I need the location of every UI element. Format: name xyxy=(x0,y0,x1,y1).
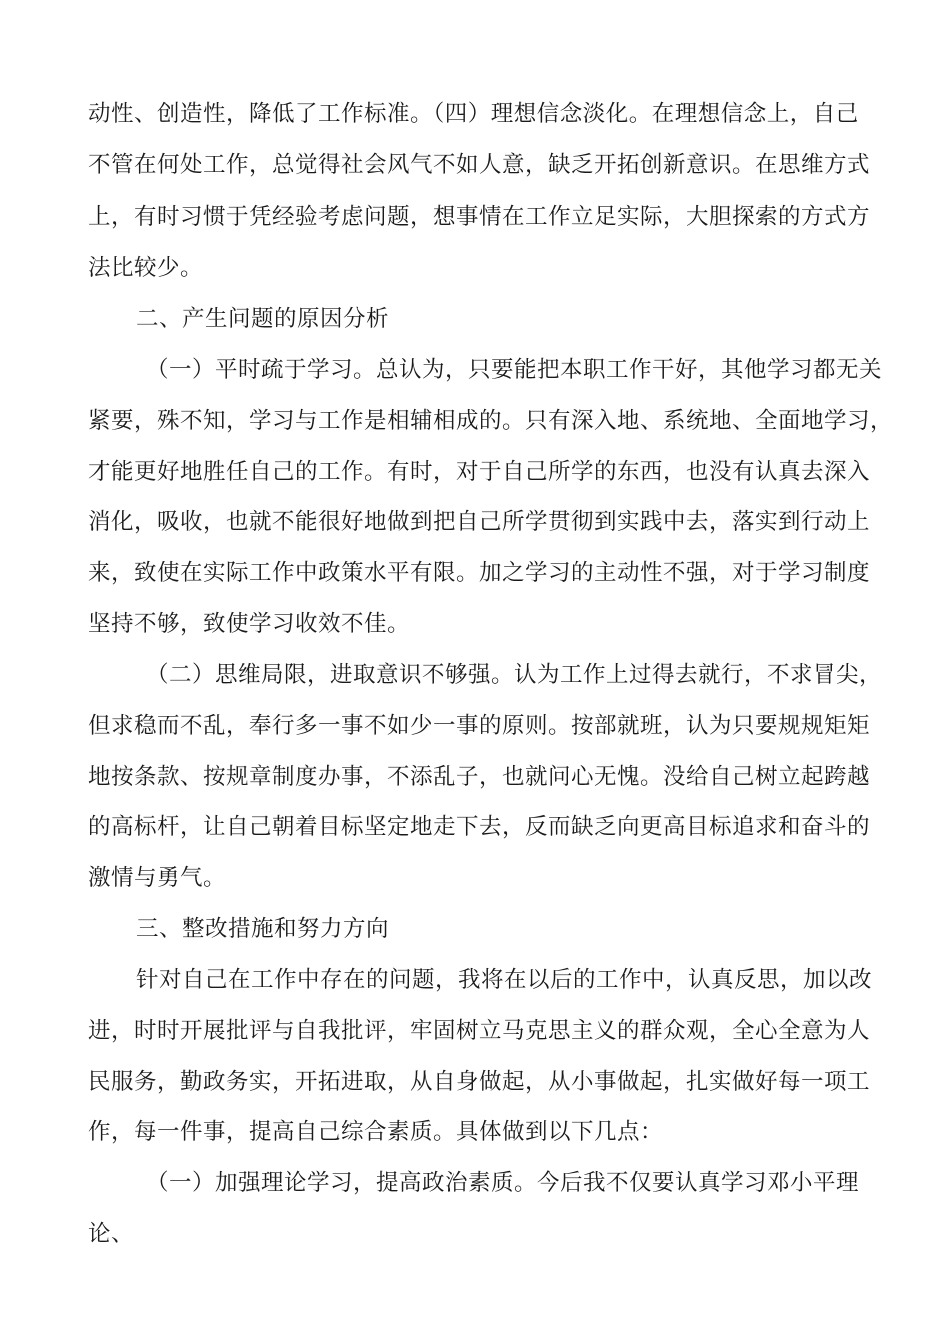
text-line: 才能更好地胜任自己的工作。有时，对于自己所学的东西，也没有认真去深入 xyxy=(88,459,871,485)
text-line: 来，致使在实际工作中政策水平有限。加之学习的主动性不强，对于学习制度 xyxy=(88,560,871,586)
text-line: 的高标杆，让自己朝着目标坚定地走下去，反而缺乏向更高目标追求和奋斗的 xyxy=(88,814,871,840)
subsection-heading: （一）平时疏于学习。总认为，只要能把本职工作干好，其他学习都无关 xyxy=(146,357,883,383)
section-heading: 二、产生问题的原因分析 xyxy=(136,306,390,332)
text-line: 法比较少。 xyxy=(88,255,204,281)
text-line: 激情与勇气。 xyxy=(88,865,227,891)
text-line: 论、 xyxy=(88,1221,135,1247)
text-line: 坚持不够，致使学习收效不佳。 xyxy=(88,611,411,637)
text-line: 民服务，勤政务实，开拓进取，从自身做起，从小事做起，扎实做好每一项工 xyxy=(88,1069,871,1095)
text-line: 但求稳而不乱，奉行多一事不如少一事的原则。按部就班，认为只要规规矩矩 xyxy=(88,713,871,739)
text-line: 紧要，殊不知，学习与工作是相辅相成的。只有深入地、系统地、全面地学习， xyxy=(88,408,894,434)
text-line: 针对自己在工作中存在的问题，我将在以后的工作中，认真反思，加以改 xyxy=(136,967,873,993)
text-line: 作，每一件事，提高自己综合素质。具体做到以下几点： xyxy=(88,1119,664,1145)
text-line: 上，有时习惯于凭经验考虑问题，想事情在工作立足实际，大胆探索的方式方 xyxy=(88,204,871,230)
section-heading: 三、整改措施和努力方向 xyxy=(136,916,390,942)
subsection-heading: （二）思维局限，进取意识不够强。认为工作上过得去就行，不求冒尖， xyxy=(146,662,883,688)
text-line: 进，时时开展批评与自我批评，牢固树立马克思主义的群众观，全心全意为人 xyxy=(88,1018,871,1044)
text-line: 地按条款、按规章制度办事，不添乱子，也就问心无愧。没给自己树立起跨越 xyxy=(88,764,871,790)
text-line: 消化，吸收，也就不能很好地做到把自己所学贯彻到实践中去，落实到行动上 xyxy=(88,509,871,535)
text-line: 动性、创造性，降低了工作标准。（四）理想信念淡化。在理想信念上，自己 xyxy=(88,101,859,127)
text-line: 不管在何处工作，总觉得社会风气不如人意，缺乏开拓创新意识。在思维方式 xyxy=(88,152,871,178)
subsection-heading: （一）加强理论学习，提高政治素质。今后我不仅要认真学习邓小平理 xyxy=(146,1170,860,1196)
